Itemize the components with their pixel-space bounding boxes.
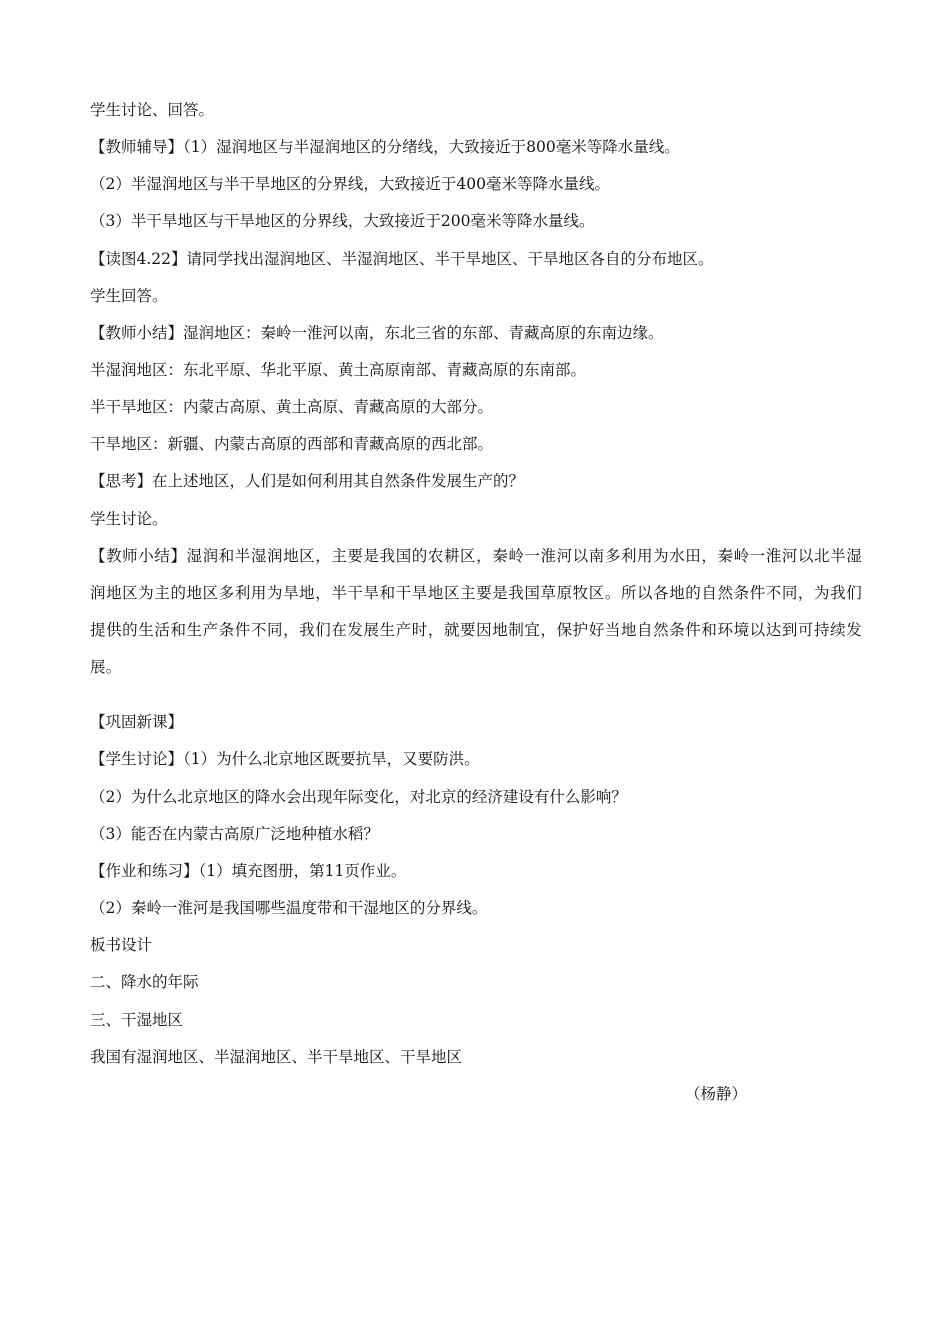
author-signature: （杨静）	[685, 1085, 748, 1103]
text-line: （3）半干旱地区与干旱地区的分界线，大致接近于200毫米等降水量线。	[90, 212, 595, 230]
text-line: 【思考】在上述地区，人们是如何利用其自然条件发展生产的？	[90, 472, 525, 490]
text-line: 三、干湿地区	[90, 1011, 184, 1029]
text-line: 学生讨论、回答。	[90, 101, 215, 119]
text-line: 干旱地区：新疆、内蒙古高原的西部和青藏高原的西北部。	[90, 435, 494, 453]
text-line: （3）能否在内蒙古高原广泛地种植水稻？	[90, 825, 379, 843]
text-line: 二、降水的年际	[90, 973, 199, 991]
text-line: 【巩固新课】	[90, 713, 184, 731]
text-line: 【教师辅导】（1）湿润地区与半湿润地区的分绪线，大致接近于800毫米等降水量线。	[90, 138, 680, 156]
text-line: （2）半湿润地区与半干旱地区的分界线，大致接近于400毫米等降水量线。	[90, 175, 610, 193]
text-line: 学生讨论。	[90, 510, 168, 528]
document-page	[90, 0, 862, 1344]
summary-paragraph: 【教师小结】湿润和半湿润地区，主要是我国的农耕区，秦岭一淮河以南多利用为水田，秦岭一淮河以北半湿润地区为主的地区多利用为旱地，半干旱和干旱地区主要是我国草原牧区。所以各地的自然条件不同，为我们提供的生活和生产条件不同，我们在发展生产时，就要因地制宜，保护好当地自然条件和环境以达到可持续发展。	[90, 547, 862, 676]
text-line: 【读图4.22】请同学找出湿润地区、半湿润地区、半干旱地区、干旱地区各自的分布地区。	[90, 250, 714, 268]
text-line: 半干旱地区：内蒙古高原、黄土高原、青藏高原的大部分。	[90, 398, 494, 416]
text-line: （2）秦岭一淮河是我国哪些温度带和干湿地区的分界线。	[90, 899, 488, 917]
text-line: 【作业和练习】（1）填充图册，第11页作业。	[90, 862, 407, 880]
text-line: （2）为什么北京地区的降水会出现年际变化，对北京的经济建设有什么影响？	[90, 788, 627, 806]
text-line: 【教师小结】湿润地区：秦岭一淮河以南，东北三省的东部、青藏高原的东南边缘。	[90, 324, 664, 342]
text-line: 【学生讨论】（1）为什么北京地区既要抗旱，又要防洪。	[90, 750, 480, 768]
text-line: 我国有湿润地区、半湿润地区、半干旱地区、干旱地区	[90, 1048, 463, 1066]
text-line: 半湿润地区：东北平原、华北平原、黄土高原南部、青藏高原的东南部。	[90, 361, 587, 379]
text-line: 学生回答。	[90, 287, 168, 305]
text-line: 板书设计	[90, 936, 153, 954]
